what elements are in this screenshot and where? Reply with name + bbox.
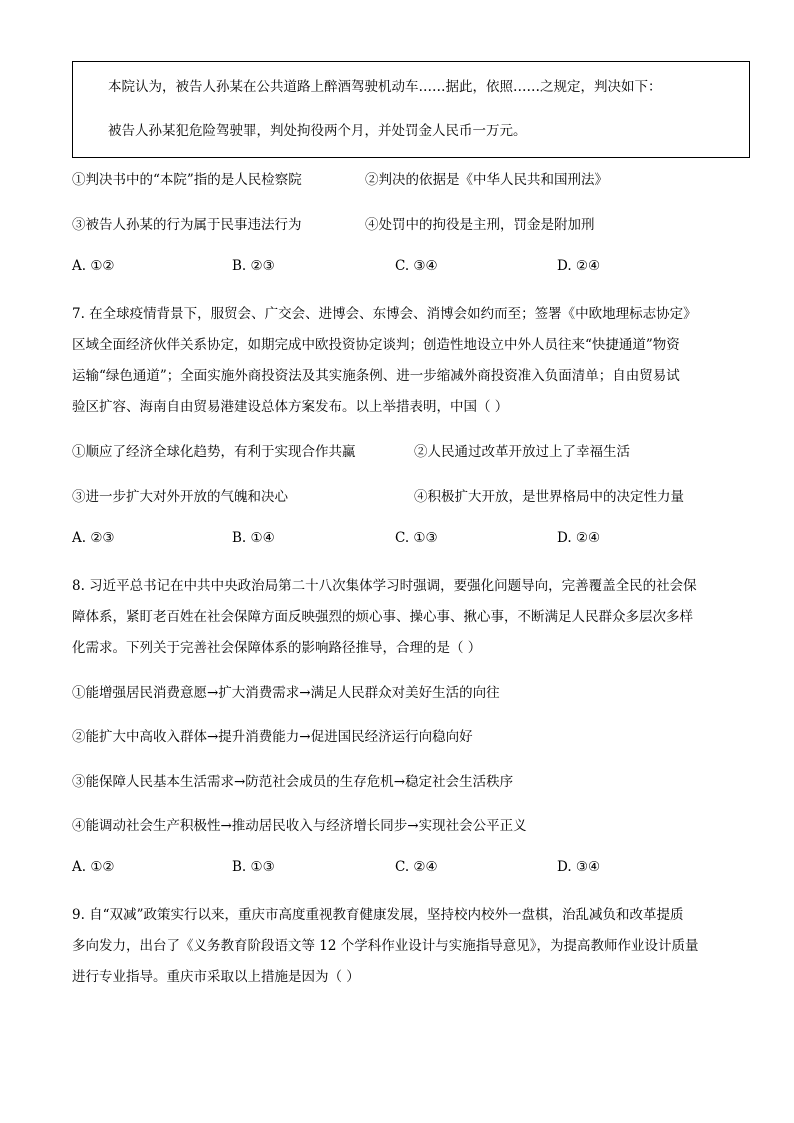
q8-choice-a[interactable]: A. ①②	[72, 859, 115, 875]
judgment-quote-box	[72, 61, 750, 158]
q8-choice-b[interactable]: B. ①③	[232, 859, 275, 875]
q7-stem-line-3: 运输“绿色通道”；全面实施外商投资法及其实施条例、进一步缩减外商投资准入负面清单；自由贸易试	[72, 368, 680, 384]
q7-choice-c[interactable]: C. ①③	[395, 530, 438, 546]
q8-stem-line-3: 化需求。下列关于完善社会保障体系的影响路径推导，合理的是（ ）	[72, 640, 482, 656]
q6-choice-a[interactable]: A. ①②	[72, 258, 115, 274]
q6-item-4: ④处罚中的拘役是主刑，罚金是附加刑	[365, 217, 595, 233]
quote-line-2: 被告人孙某犯危险驾驶罪，判处拘役两个月，并处罚金人民币一万元。	[108, 123, 527, 139]
q6-item-1: ①判决书中的“本院”指的是人民检察院	[72, 172, 302, 188]
q7-item-3: ③进一步扩大对外开放的气魄和决心	[72, 489, 288, 505]
q9-stem-line-1: 9. 自“双减”政策实行以来，重庆市高度重视教育健康发展，坚持校内校外一盘棋，治乱减负和改革提质	[72, 907, 684, 923]
q7-item-1: ①顺应了经济全球化趋势，有利于实现合作共赢	[72, 444, 356, 460]
q7-choice-b[interactable]: B. ①④	[232, 530, 275, 546]
q6-item-2: ②判决的依据是《中华人民共和国刑法》	[365, 172, 608, 188]
q8-item-2: ②能扩大中高收入群体→提升消费能力→促进国民经济运行向稳向好	[72, 729, 473, 745]
q8-choice-d[interactable]: D. ③④	[557, 859, 601, 875]
q7-stem-line-2: 区域全面经济伙伴关系协定，如期完成中欧投资协定谈判；创造性地设立中外人员往来“快捷通道”物资	[72, 337, 680, 353]
q7-choice-d[interactable]: D. ②④	[557, 530, 601, 546]
q6-choice-c[interactable]: C. ③④	[395, 258, 438, 274]
q7-stem-line-4: 验区扩容、海南自由贸易港建设总体方案发布。以上举措表明，中国（ ）	[72, 399, 509, 415]
q6-item-3: ③被告人孙某的行为属于民事违法行为	[72, 217, 302, 233]
q6-choice-b[interactable]: B. ②③	[232, 258, 275, 274]
q6-choice-d[interactable]: D. ②④	[557, 258, 601, 274]
q7-item-2: ②人民通过改革开放过上了幸福生活	[414, 444, 630, 460]
q9-stem-line-2: 多向发力，出台了《义务教育阶段语文等 12 个学科作业设计与实施指导意见》，为提高教师作业设计质量	[72, 938, 699, 954]
q8-stem-line-1: 8. 习近平总书记在中共中央政治局第二十八次集体学习时强调，要强化问题导向，完善覆盖全民的社会保	[72, 578, 697, 594]
quote-line-1: 本院认为，被告人孙某在公共道路上醉酒驾驶机动车……据此，依照……之规定，判决如下：	[108, 79, 662, 95]
q8-stem-line-2: 障体系，紧盯老百姓在社会保障方面反映强烈的烦心事、操心事、揪心事，不断满足人民群众多层次多样	[72, 609, 693, 625]
q7-stem-line-1: 7. 在全球疫情背景下，服贸会、广交会、进博会、东博会、消博会如约而至；签署《中欧地理标志协定》	[72, 306, 697, 322]
q7-item-4: ④积极扩大开放，是世界格局中的决定性力量	[414, 489, 684, 505]
q8-item-1: ①能增强居民消费意愿→扩大消费需求→满足人民群众对美好生活的向往	[72, 685, 500, 701]
q8-choice-c[interactable]: C. ②④	[395, 859, 438, 875]
q8-item-4: ④能调动社会生产积极性→推动居民收入与经济增长同步→实现社会公平正义	[72, 818, 527, 834]
q7-choice-a[interactable]: A. ②③	[72, 530, 115, 546]
q8-item-3: ③能保障人民基本生活需求→防范社会成员的生存危机→稳定社会生活秩序	[72, 774, 514, 790]
q9-stem-line-3: 进行专业指导。重庆市采取以上措施是因为（ ）	[72, 969, 360, 985]
